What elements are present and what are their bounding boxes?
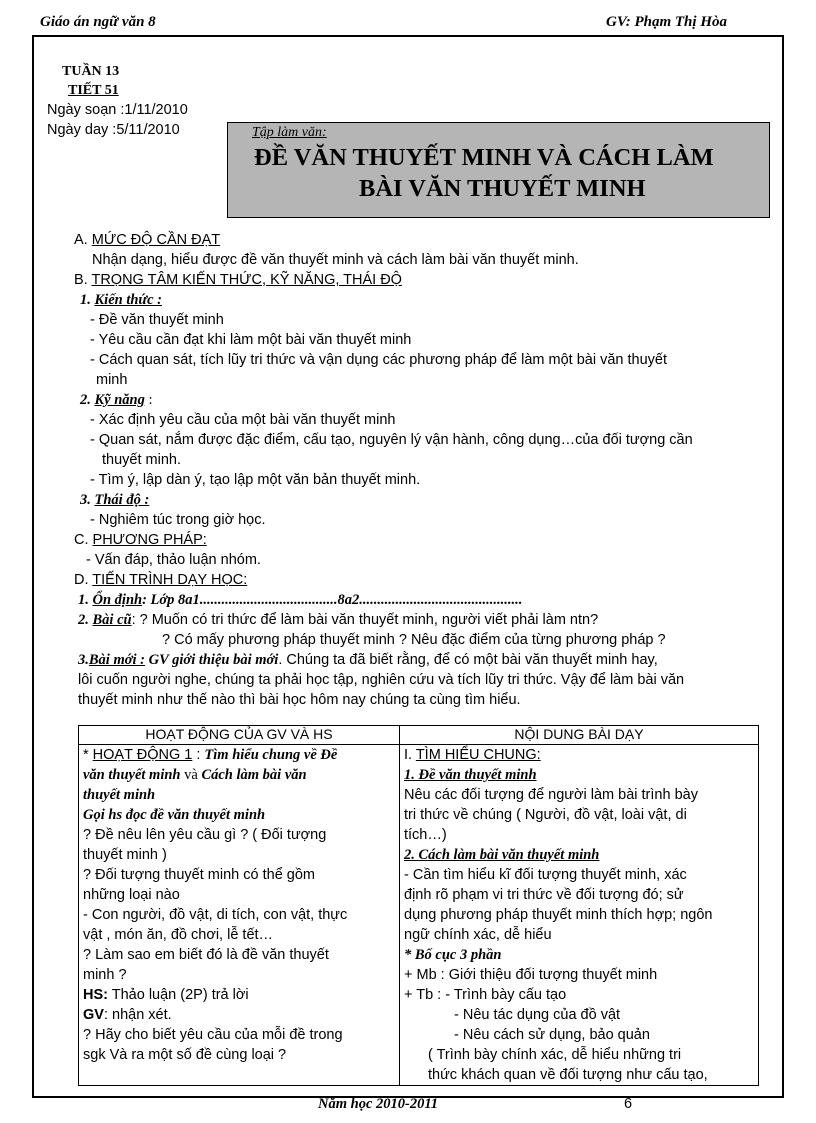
section-b-heading: B. TRỌNG TÂM KIẾN THỨC, KỸ NĂNG, THÁI ĐỘ [74, 272, 402, 288]
header-left: Giáo án ngữ văn 8 [40, 14, 156, 30]
title-kicker: Tập làm văn: [252, 125, 327, 140]
activity-line: ? Đề nêu lên yêu cầu gì ? ( Đối tượng [83, 827, 327, 843]
activity-line: ? Đối tượng thuyết minh có thể gồm [83, 867, 315, 883]
col1-header: HOẠT ĐỘNG CỦA GV VÀ HS [79, 726, 400, 745]
period-label: TIẾT 51 [68, 83, 119, 98]
header-right: GV: Phạm Thị Hòa [606, 14, 727, 30]
outline-line: ( Trình bày chính xác, dễ hiểu những tri [428, 1047, 682, 1063]
content-subheading: 1. Đề văn thuyết minh [404, 767, 537, 783]
content-line: dụng phương pháp thuyết minh thích hợp; ngôn [404, 907, 713, 923]
outline-heading: * Bố cục 3 phần [404, 947, 502, 963]
title-box [227, 122, 770, 218]
page-number: 6 [624, 1096, 633, 1112]
section-c-heading: C. PHƯƠNG PHÁP: [74, 532, 207, 548]
content-line: tri thức về chúng ( Người, đồ vật, loài vật, di [404, 807, 687, 823]
read-instruction: Gọi hs đọc đề văn thuyết minh [83, 807, 266, 823]
title-line-2: BÀI VĂN THUYẾT MINH [359, 175, 646, 202]
content-section-heading: I. TÌM HIỂU CHUNG: [404, 747, 541, 763]
activity-line: vật , món ăn, đồ chơi, lễ tết… [83, 927, 274, 943]
activity-line: những loại nào [83, 887, 180, 903]
activity-cell [79, 745, 400, 1086]
section-a-body: Nhận dạng, hiểu được đề văn thuyết minh và cách làm bài văn thuyết minh. [92, 252, 579, 268]
b2-item: - Tìm ý, lập dàn ý, tạo lập một văn bản thuyết minh. [90, 472, 421, 488]
content-line: - Cần tìm hiểu kĩ đối tượng thuyết minh, xác [404, 867, 687, 883]
d3-text: lôi cuốn người nghe, chúng ta phải học tập, nghiên cứu và tích lũy tri thức. Vậy để làm bài văn [78, 672, 685, 688]
outline-line: - Nêu cách sử dụng, bảo quản [454, 1027, 650, 1043]
outline-line: - Nêu tác dụng của đồ vật [454, 1007, 621, 1023]
content-line: ngữ chính xác, dễ hiểu [404, 927, 552, 943]
d2-question: ? Có mấy phương pháp thuyết minh ? Nêu đặc điểm của từng phương pháp ? [162, 632, 666, 648]
b1-item: - Cách quan sát, tích lũy tri thức và vận dụng các phương pháp để làm một bài văn thuyết [90, 352, 668, 368]
activity-line: - Con người, đồ vật, di tích, con vật, thực [83, 907, 348, 923]
outline-line: thức khách quan về đối tượng như cấu tạo, [428, 1067, 708, 1083]
b1-item: minh [96, 372, 128, 388]
table-row [79, 745, 759, 1086]
activity-line: ? Hãy cho biết yêu cầu của mỗi đề trong [83, 1027, 343, 1043]
footer-year: Năm học 2010-2011 [318, 1096, 439, 1112]
lesson-table [78, 725, 759, 1086]
hs-line: HS: Thảo luận (2P) trả lời [83, 987, 249, 1003]
b2-item: - Quan sát, nắm được đặc điểm, cấu tạo, nguyên lý vận hành, công dụng…của đối tượng cần [90, 432, 693, 448]
outline-line: + Tb : - Trình bày cấu tạo [404, 987, 567, 1003]
prep-date: Ngày soạn :1/11/2010 [47, 102, 188, 118]
b2-item: thuyết minh. [102, 452, 181, 468]
content-line: Nêu các đối tượng để người làm bài trình bày [404, 787, 698, 803]
title-line-1: ĐỀ VĂN THUYẾT MINH VÀ CÁCH LÀM [254, 144, 714, 171]
outline-line: + Mb : Giới thiệu đối tượng thuyết minh [404, 967, 658, 983]
b2-heading: 2. Kỹ năng : [80, 392, 153, 408]
gv-line: GV: nhận xét. [83, 1007, 172, 1023]
section-d-heading: D. TIẾN TRÌNH DẠY HỌC: [74, 572, 248, 588]
b1-item: - Đề văn thuyết minh [90, 312, 224, 328]
b2-item: - Xác định yêu cầu của một bài văn thuyết minh [90, 412, 396, 428]
activity-heading-cont: thuyết minh [83, 787, 156, 803]
activity-line: ? Làm sao em biết đó là đề văn thuyết [83, 947, 329, 963]
d3-text: thuyết minh như thế nào thì bài học hôm nay chúng ta cùng tìm hiểu. [78, 692, 521, 708]
col2-header: NỘI DUNG BÀI DẠY [400, 726, 759, 745]
b3-heading: 3. Thái độ : [80, 492, 150, 508]
activity-heading-cont: văn thuyết minh và Cách làm bài văn [83, 767, 307, 783]
teach-date: Ngày day :5/11/2010 [47, 122, 180, 138]
content-subheading: 2. Cách làm bài văn thuyết minh [404, 847, 600, 863]
b1-heading: 1. Kiến thức : [80, 292, 162, 308]
section-a-heading: A. MỨC ĐỘ CẦN ĐẠT [74, 232, 221, 248]
activity-line: minh ? [83, 967, 127, 983]
b3-item: - Nghiêm túc trong giờ học. [90, 512, 266, 528]
activity-heading: * HOẠT ĐỘNG 1 : Tìm hiểu chung về Đề [83, 747, 338, 763]
d3-line: 3.Bài mới : GV giới thiệu bài mới. Chúng ta đã biết rằng, để có một bài văn thuyết minh hay, [78, 652, 658, 668]
section-c-item: - Vấn đáp, thảo luận nhóm. [86, 552, 261, 568]
d1-line: 1. Ổn định: Lớp 8a1......................................8a2............................................. [78, 592, 523, 608]
content-cell [400, 745, 759, 1086]
b1-item: - Yêu cầu cần đạt khi làm một bài văn thuyết minh [90, 332, 412, 348]
content-line: định rõ phạm vi tri thức về đối tượng đó; sử [404, 887, 684, 903]
d2-line: 2. Bài cũ: ? Muốn có tri thức để làm bài văn thuyết minh, người viết phải làm ntn? [78, 612, 599, 628]
table-header-row [79, 726, 759, 745]
activity-line: sgk Và ra một số đề cùng loại ? [83, 1047, 287, 1063]
content-line: tích…) [404, 827, 447, 843]
activity-line: thuyết minh ) [83, 847, 167, 863]
week-label: TUẦN 13 [62, 64, 120, 79]
